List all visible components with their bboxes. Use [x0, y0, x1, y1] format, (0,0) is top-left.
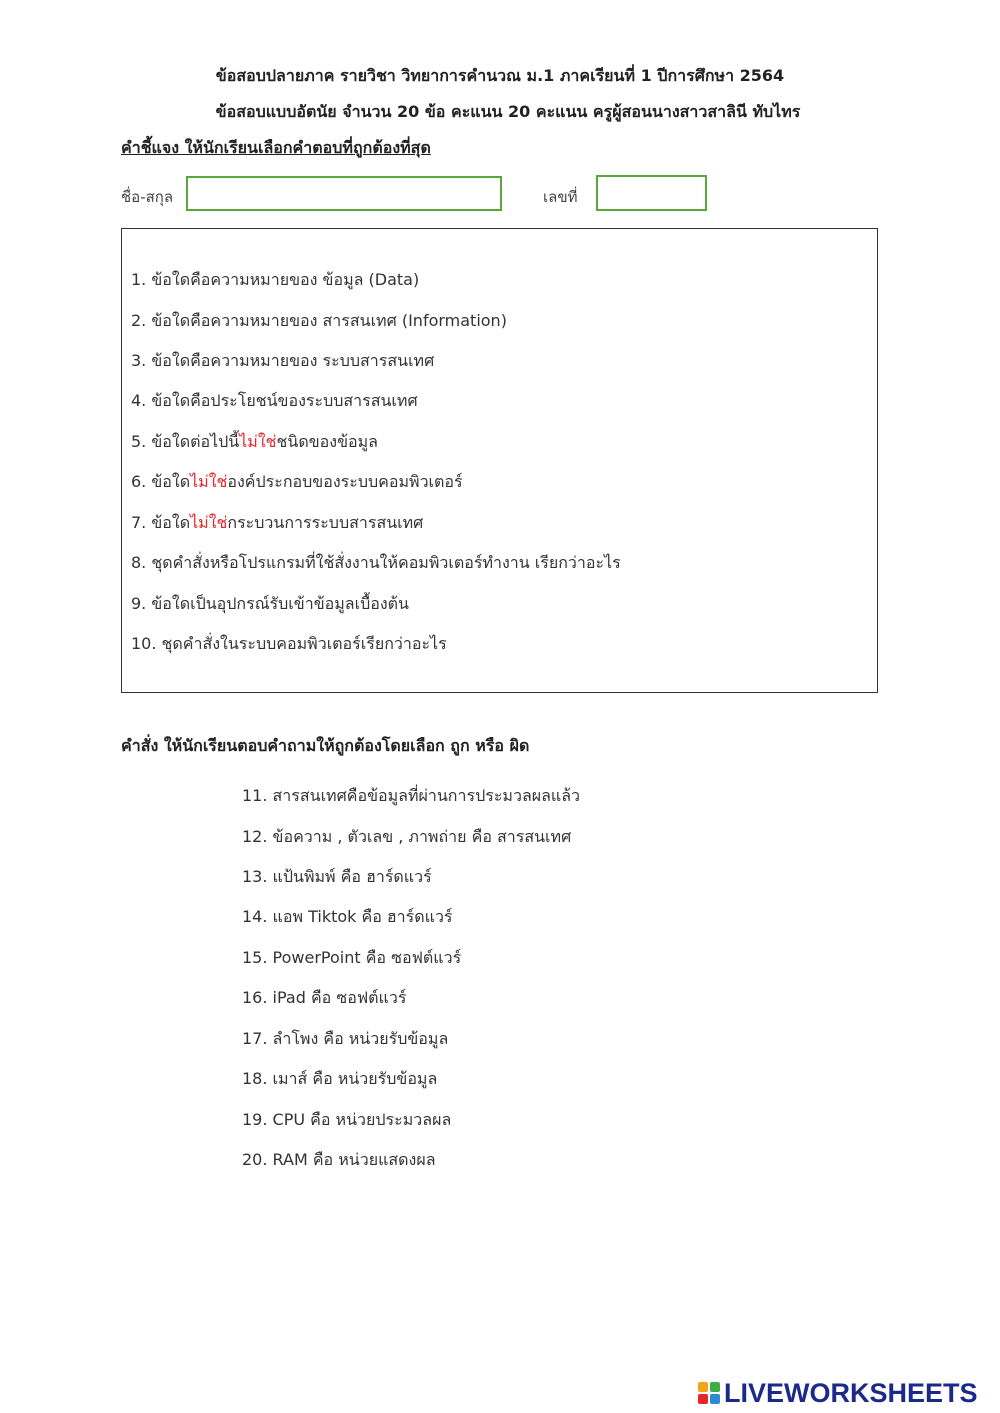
true-false-instruction: คำสั่ง ให้นักเรียนตอบคำถามให้ถูกต้องโดยเลือก ถูก หรือ ผิด: [121, 736, 530, 755]
true-false-item: 19. CPU คือ หน่วยประมวลผล: [242, 1110, 452, 1129]
true-false-item: 20. RAM คือ หน่วยแสดงผล: [242, 1150, 436, 1169]
exam-title: ข้อสอบปลายภาค รายวิชา วิทยาการคำนวณ ม.1 ภาคเรียนที่ 1 ปีการศึกษา 2564: [215, 66, 785, 85]
question-item: 6. ข้อใดไม่ใช่องค์ประกอบของระบบคอมพิวเตอร์: [131, 472, 463, 491]
question-item: 2. ข้อใดคือความหมายของ สารสนเทศ (Information): [131, 311, 507, 330]
question-item: 1. ข้อใดคือความหมายของ ข้อมูล (Data): [131, 270, 420, 289]
true-false-item: 15. PowerPoint คือ ซอฟต์แวร์: [242, 948, 462, 967]
question-item: 3. ข้อใดคือความหมายของ ระบบสารสนเทศ: [131, 351, 435, 370]
question-item: 10. ชุดคำสั่งในระบบคอมพิวเตอร์เรียกว่าอะไร: [131, 634, 447, 653]
true-false-item: 17. ลำโพง คือ หน่วยรับข้อมูล: [242, 1029, 449, 1048]
true-false-item: 12. ข้อความ , ตัวเลข , ภาพถ่าย คือ สารสนเทศ: [242, 827, 572, 846]
negation-highlight: ไม่ใช่: [239, 432, 277, 451]
true-false-item: 14. แอพ Tiktok คือ ฮาร์ดแวร์: [242, 907, 453, 926]
logo-text: LIVEWORKSHEETS: [724, 1377, 978, 1408]
name-input[interactable]: [186, 176, 502, 211]
true-false-item: 18. เมาส์ คือ หน่วยรับข้อมูล: [242, 1069, 438, 1088]
true-false-item: 13. แป้นพิมพ์ คือ ฮาร์ดแวร์: [242, 867, 432, 886]
question-item: 4. ข้อใดคือประโยชน์ของระบบสารสนเทศ: [131, 391, 418, 410]
name-label: ชื่อ-สกุล: [121, 188, 174, 206]
negation-highlight: ไม่ใช่: [190, 472, 228, 491]
liveworksheets-logo: [698, 1378, 978, 1408]
question-item: 9. ข้อใดเป็นอุปกรณ์รับเข้าข้อมูลเบื้องต้น: [131, 594, 409, 613]
true-false-item: 11. สารสนเทศคือข้อมูลที่ผ่านการประมวลผลแล้ว: [242, 786, 581, 805]
negation-highlight: ไม่ใช่: [190, 513, 228, 532]
instruction-heading: คำชี้แจง ให้นักเรียนเลือกคำตอบที่ถูกต้องที่สุด: [121, 138, 431, 157]
question-item: 5. ข้อใดต่อไปนี้ไม่ใช่ชนิดของข้อมูล: [131, 432, 378, 451]
exam-subtitle: ข้อสอบแบบอัตนัย จำนวน 20 ข้อ คะแนน 20 คะแนน ครูผู้สอนนางสาวสาลินี ทับไทร: [215, 102, 801, 121]
true-false-item: 16. iPad คือ ซอฟต์แวร์: [242, 988, 407, 1007]
question-item: 7. ข้อใดไม่ใช่กระบวนการระบบสารสนเทศ: [131, 513, 424, 532]
questions-box: [121, 228, 878, 693]
liveworksheets-logo-icon: [698, 1382, 720, 1404]
question-item: 8. ชุดคำสั่งหรือโปรแกรมที่ใช้สั่งงานให้คอมพิวเตอร์ทำงาน เรียกว่าอะไร: [131, 553, 621, 572]
student-number-input[interactable]: [596, 175, 707, 211]
student-number-label: เลขที่: [543, 188, 578, 206]
